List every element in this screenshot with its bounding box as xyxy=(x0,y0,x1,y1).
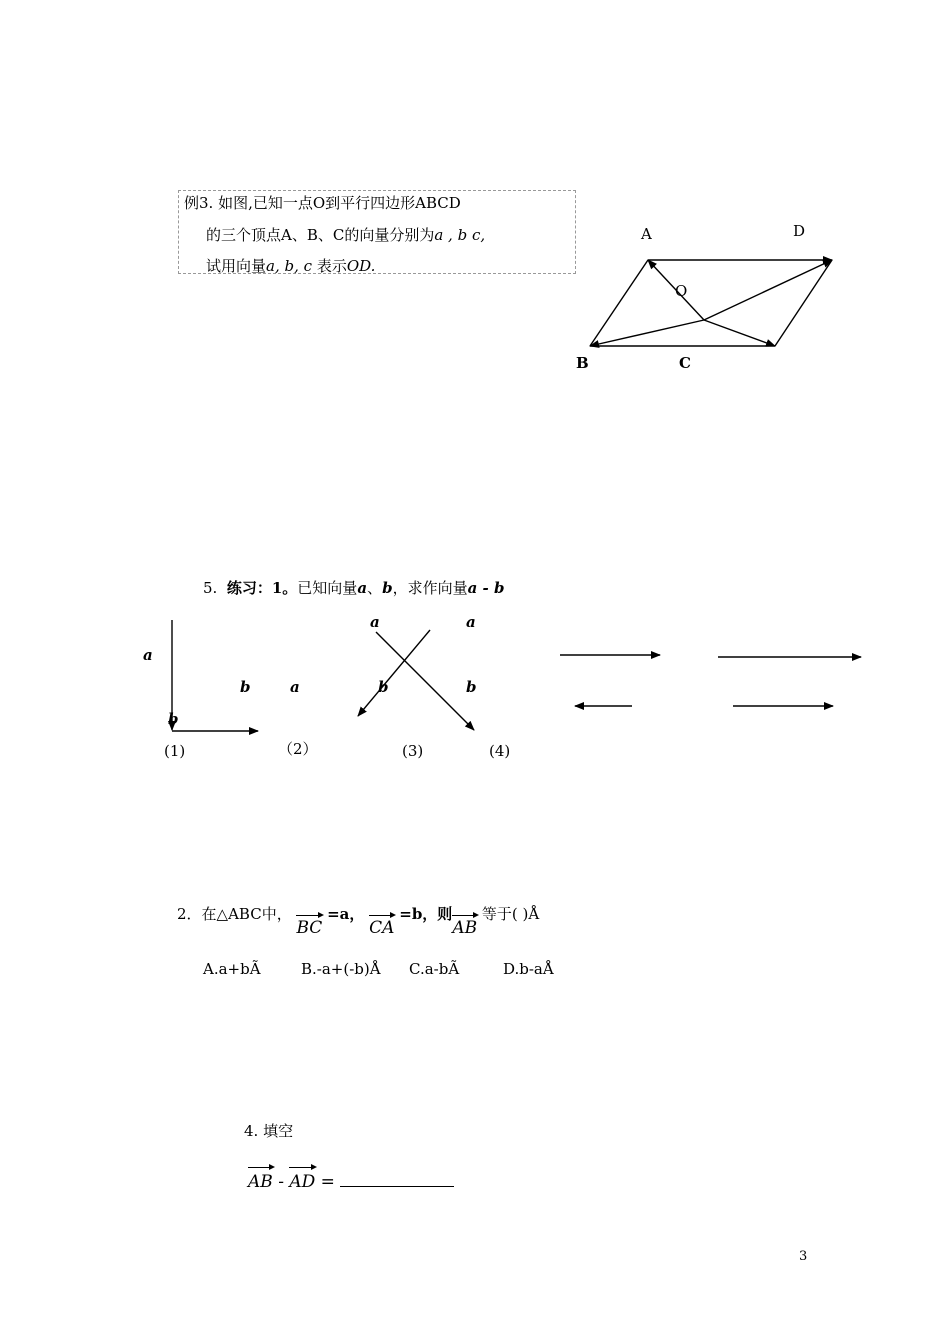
label-a: A xyxy=(641,225,652,243)
example3-line1: 例3. 如图,已知一点O到平行四边形ABCD xyxy=(184,194,461,212)
fig-label: b xyxy=(466,678,477,696)
example3-line3: 试用向量a, b, c 表示OD. xyxy=(206,257,376,275)
fig3-vector-2 xyxy=(376,632,474,730)
vector-ob xyxy=(590,320,704,346)
label-c: C xyxy=(679,354,691,372)
fig-label: a xyxy=(290,678,300,696)
caption-1: (1) xyxy=(164,742,186,760)
label-b: B xyxy=(576,354,589,372)
q2-option-d: D.b-aÅ xyxy=(503,960,554,978)
caption-4: (4) xyxy=(489,742,511,760)
fig-label: a xyxy=(143,646,153,664)
fig-label: a xyxy=(370,613,380,631)
label-o: O xyxy=(675,282,688,300)
vector-oc xyxy=(704,320,775,346)
fig-label: a xyxy=(466,613,476,631)
caption-2: （2） xyxy=(278,740,318,758)
fig3-vector xyxy=(358,630,430,716)
q2-option-c: C.a-bÃ xyxy=(409,960,460,978)
q4-expression: AB - AD = xyxy=(248,1172,454,1192)
fig-label: b xyxy=(378,678,389,696)
q4-answer-blank[interactable] xyxy=(340,1172,454,1187)
edge-ab xyxy=(590,260,648,346)
fig-label: b xyxy=(240,678,251,696)
q2-line: 2．在△ABC中， BC =a， CA =b，则AB 等于( )Å xyxy=(177,905,540,938)
q2-option-a: A.a+bÃ xyxy=(203,960,261,978)
caption-3: (3) xyxy=(402,742,424,760)
example3-line2: 的三个顶点A、B、C的向量分别为a , b c, xyxy=(206,226,486,244)
fig-label: b xyxy=(168,710,179,728)
page-number: 3 xyxy=(799,1249,808,1264)
exercise5-heading: 5. 练习：1。已知向量a、b，求作向量a - b xyxy=(203,579,505,597)
parallelogram-diagram xyxy=(590,260,832,346)
q4-heading: 4. 填空 xyxy=(244,1122,294,1140)
exercise-figures xyxy=(172,620,861,731)
label-d: D xyxy=(793,222,806,240)
q2-option-b: B.-a+(-b)Å xyxy=(301,960,381,978)
